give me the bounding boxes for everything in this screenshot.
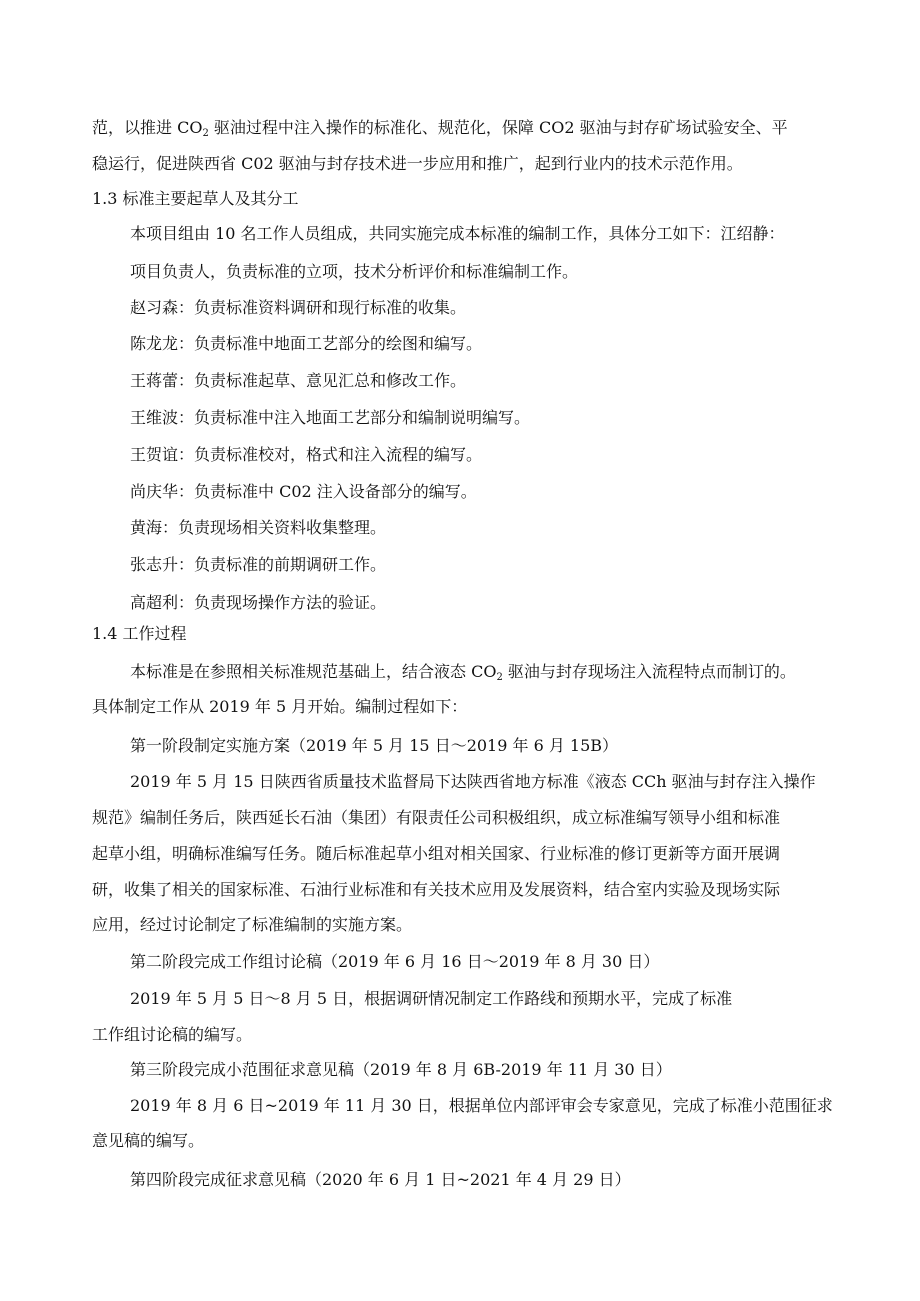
paragraph-line-28: 2019 年 8 月 6 日~2019 年 11 月 30 日，根据单位内部评审会专家意见，完成了标准小范围征求 <box>130 1096 833 1115</box>
paragraph-line-26: 工作组讨论稿的编写。 <box>92 1025 253 1044</box>
paragraph-line-19: 2019 年 5 月 15 日陕西省质量技术监督局下达陕西省地方标准《液态 CCh 驱油与封存注入操作 <box>130 772 816 791</box>
paragraph-line-22: 研，收集了相关的国家标准、石油行业标准和有关技术应用及发展资料，结合室内实验及现场实际 <box>92 880 781 899</box>
stage-4-heading: 第四阶段完成征求意见稿（2020 年 6 月 1 日~2021 年 4 月 29 日） <box>130 1170 631 1189</box>
paragraph-line-17: 具体制定工作从 2019 年 5 月开始。编制过程如下： <box>92 697 468 716</box>
line-16-text-a: 本标准是在参照相关标准规范基础上，结合液态 CO <box>130 662 497 681</box>
paragraph-line-29: 意见稿的编写。 <box>92 1131 205 1150</box>
paragraph-line-21: 起草小组，明确标准编写任务。随后标准起草小组对相关国家、行业标准的修订更新等方面开展调 <box>92 844 781 863</box>
stage-2-heading: 第二阶段完成工作组讨论稿（2019 年 6 月 16 日～2019 年 8 月 30 日） <box>130 952 660 971</box>
line-16-text-b: 驱油与封存现场注入流程特点而制订的。 <box>502 662 796 681</box>
paragraph-line-25: 2019 年 5 月 5 日～8 月 5 日，根据调研情况制定工作路线和预期水平，完成了标准 <box>130 989 733 1008</box>
paragraph-line-5: 项目负责人，负责标准的立项，技术分析评价和标准编制工作。 <box>130 262 579 281</box>
stage-3-heading: 第三阶段完成小范围征求意见稿（2019 年 8 月 6B-2019 年 11 月 30 日） <box>130 1060 672 1079</box>
drafter-line-shang: 尚庆华：负责标准中 C02 注入设备部分的编写。 <box>130 482 477 501</box>
drafter-line-zhao: 赵习森：负责标准资料调研和现行标准的收集。 <box>130 298 467 317</box>
drafter-line-huang: 黄海：负责现场相关资料收集整理。 <box>130 518 387 537</box>
drafter-line-chen: 陈龙龙：负责标准中地面工艺部分的绘图和编写。 <box>130 334 483 353</box>
paragraph-line-16 <box>130 662 796 682</box>
drafter-line-wang-he: 王贺谊：负责标准校对，格式和注入流程的编写。 <box>130 445 483 464</box>
paragraph-line-23: 应用，经过讨论制定了标准编制的实施方案。 <box>92 915 413 934</box>
section-heading-1-3: 1.3 标准主要起草人及其分工 <box>92 189 299 208</box>
paragraph-line-20: 规范》编制任务后，陕西延长石油（集团）有限责任公司积极组织，成立标准编写领导小组和标准 <box>92 808 781 827</box>
stage-1-heading: 第一阶段制定实施方案（2019 年 5 月 15 日～2019 年 6 月 15B） <box>130 736 619 755</box>
paragraph-line-1 <box>92 118 788 138</box>
drafter-line-wang-wei: 王维波：负责标准中注入地面工艺部分和编制说明编写。 <box>130 408 531 427</box>
drafter-line-gao: 高超利：负责现场操作方法的验证。 <box>130 593 387 612</box>
drafter-line-wang-jiang: 王蒋蕾：负责标准起草、意见汇总和修改工作。 <box>130 371 467 390</box>
line-1-text-a: 范，以推进 CO <box>92 118 203 137</box>
paragraph-line-2: 稳运行，促进陕西省 C02 驱油与封存技术进一步应用和推广，起到行业内的技术示范作用。 <box>92 154 743 173</box>
line-1-subscript: 2 <box>202 128 209 139</box>
line-1-text-b: 驱油过程中注入操作的标准化、规范化，保障 CO2 驱油与封存矿场试验安全、平 <box>208 118 788 137</box>
paragraph-line-4: 本项目组由 10 名工作人员组成，共同实施完成本标准的编制工作，具体分工如下：江绍静： <box>130 224 785 243</box>
section-heading-1-4: 1.4 工作过程 <box>92 624 187 643</box>
line-16-subscript: 2 <box>496 672 503 683</box>
drafter-line-zhang: 张志升：负责标准的前期调研工作。 <box>130 555 387 574</box>
